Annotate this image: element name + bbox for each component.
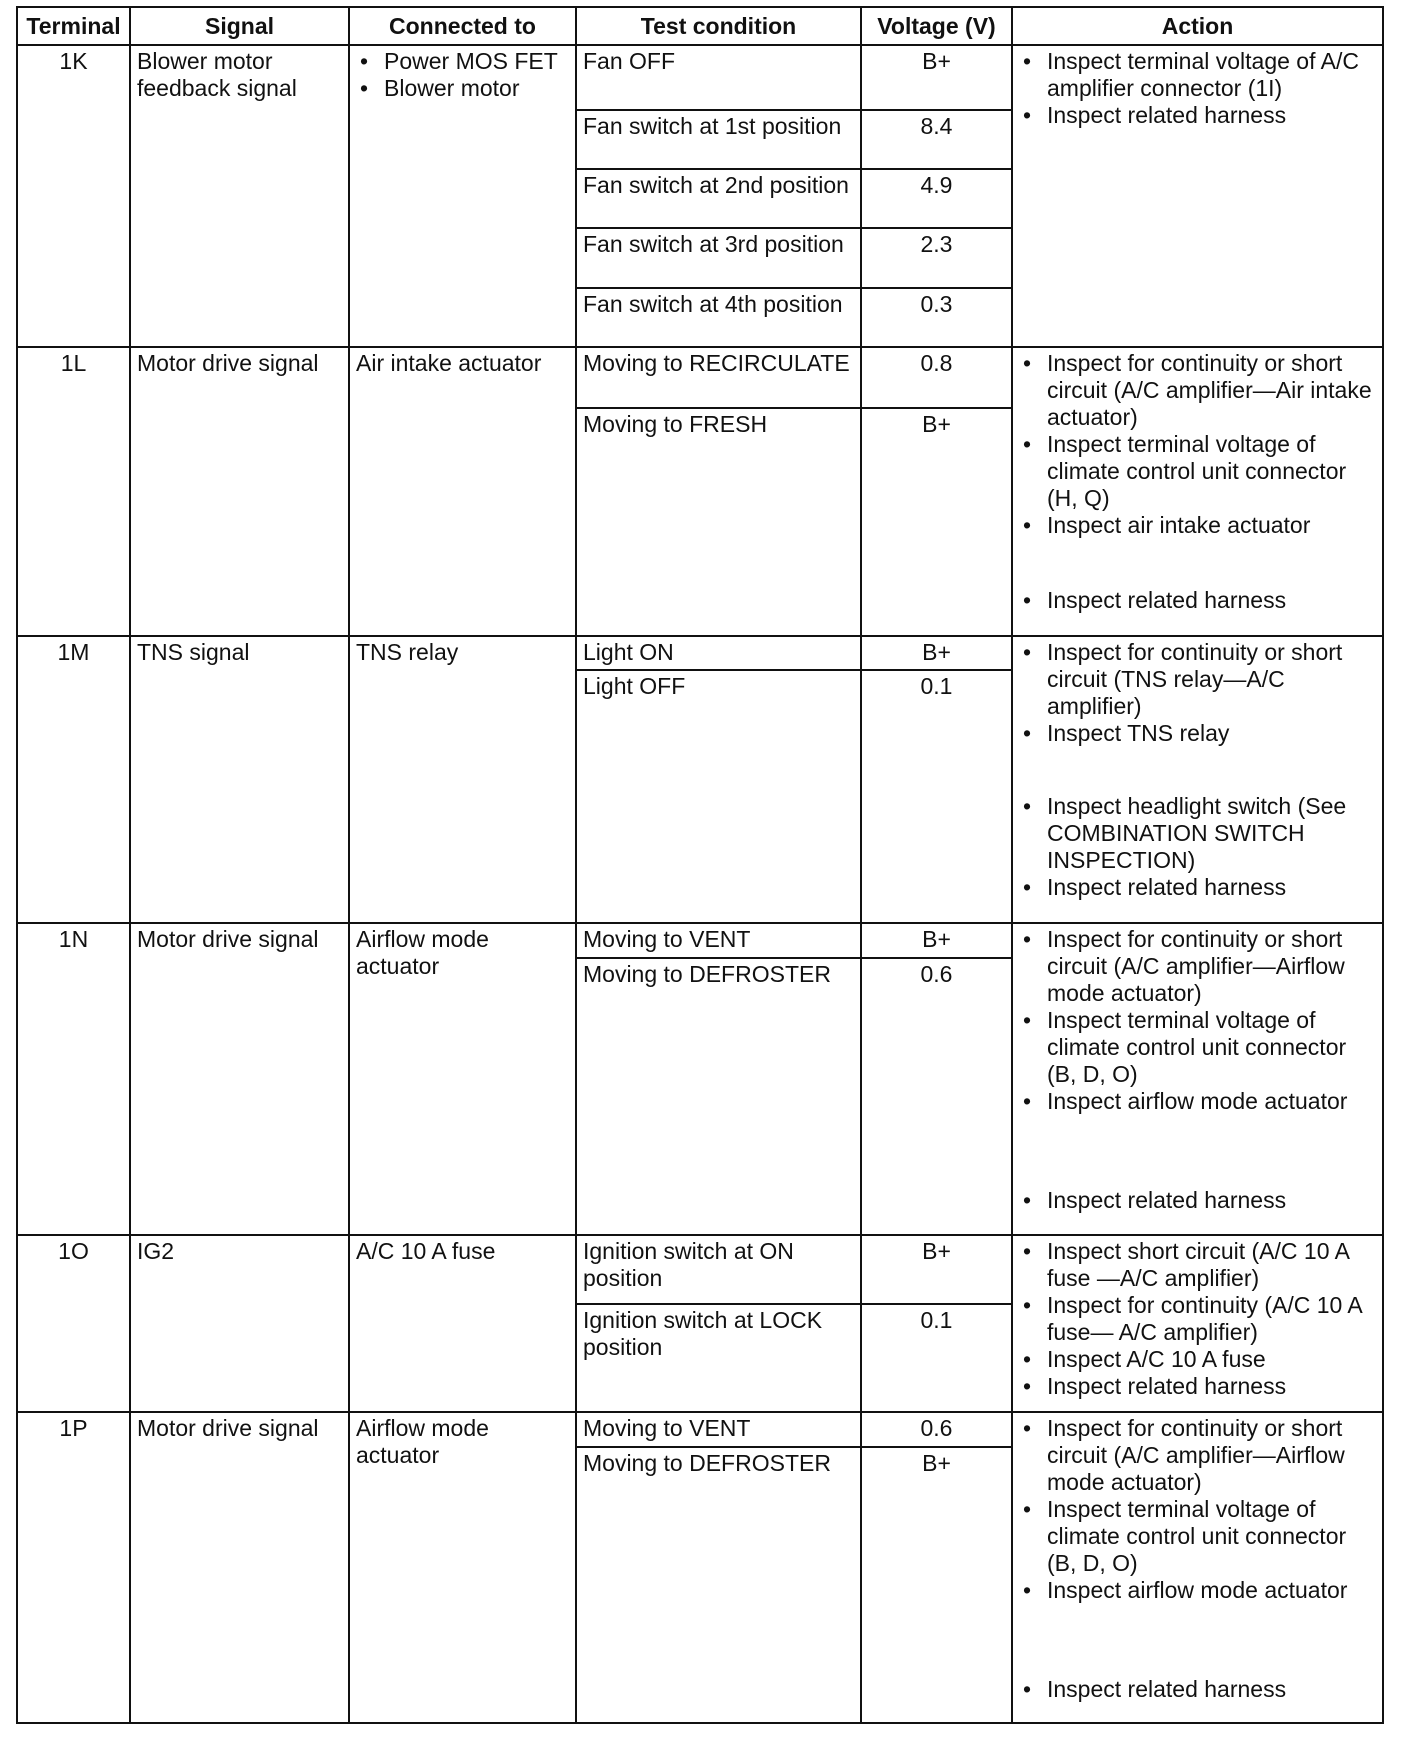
action-item: • Inspect for continuity or short circuit (A/C amplifier—Airflow mode actuator)	[1047, 926, 1376, 1007]
action-cell	[1012, 923, 1383, 1234]
connected-cell: Airflow mode actuator	[349, 1412, 576, 1723]
table-row	[17, 636, 1383, 671]
voltage-cell: B+	[861, 1447, 1012, 1724]
action-item: • Inspect related harness	[1047, 1187, 1376, 1214]
connected-cell: A/C 10 A fuse	[349, 1235, 576, 1412]
action-item: • Inspect TNS relay	[1047, 720, 1376, 747]
condition-cell: Fan switch at 1st position	[576, 110, 861, 169]
action-item: • Inspect headlight switch (See COMBINATION SWITCH INSPECTION)	[1047, 793, 1376, 874]
voltage-cell: 0.6	[861, 1412, 1012, 1447]
voltage-cell: 0.8	[861, 347, 1012, 408]
condition-cell: Ignition switch at LOCK position	[576, 1304, 861, 1412]
action-item: • Inspect related harness	[1047, 1373, 1376, 1400]
action-cell	[1012, 636, 1383, 924]
signal-cell: Blower motor feedback signal	[130, 45, 349, 347]
voltage-cell: 0.3	[861, 288, 1012, 347]
voltage-cell: 2.3	[861, 228, 1012, 287]
action-item: • Inspect related harness	[1047, 874, 1376, 901]
header-connected-to: Connected to	[349, 7, 576, 45]
table-row	[17, 45, 1383, 110]
terminal-cell: 1M	[17, 636, 130, 924]
signal-cell: TNS signal	[130, 636, 349, 924]
condition-cell: Fan switch at 3rd position	[576, 228, 861, 287]
action-item: • Inspect for continuity (A/C 10 A fuse— A/C amplifier)	[1047, 1292, 1376, 1346]
voltage-cell: B+	[861, 636, 1012, 671]
header-terminal: Terminal	[17, 7, 130, 45]
action-item: • Inspect airflow mode actuator	[1047, 1577, 1376, 1604]
voltage-cell: B+	[861, 923, 1012, 958]
action-item: • Inspect airflow mode actuator	[1047, 1088, 1376, 1115]
header-test-condition: Test condition	[576, 7, 861, 45]
action-cell	[1012, 1412, 1383, 1723]
action-item: • Inspect for continuity or short circuit (A/C amplifier—Air intake actuator)	[1047, 350, 1376, 431]
action-item: • Inspect air intake actuator	[1047, 512, 1376, 539]
action-cell	[1012, 1235, 1383, 1412]
terminal-cell: 1L	[17, 347, 130, 636]
voltage-cell: 8.4	[861, 110, 1012, 169]
condition-cell: Moving to RECIRCULATE	[576, 347, 861, 408]
table-row	[17, 347, 1383, 408]
connected-cell	[349, 45, 576, 347]
action-item: • Inspect for continuity or short circuit (TNS relay—A/C amplifier)	[1047, 639, 1376, 720]
connected-cell: Air intake actuator	[349, 347, 576, 636]
connected-cell: Airflow mode actuator	[349, 923, 576, 1234]
action-cell	[1012, 45, 1383, 347]
table-row	[17, 1235, 1383, 1304]
condition-cell: Moving to VENT	[576, 923, 861, 958]
condition-cell: Fan switch at 4th position	[576, 288, 861, 347]
terminal-cell: 1K	[17, 45, 130, 347]
table-row	[17, 923, 1383, 958]
table-row	[17, 1412, 1383, 1447]
header-action: Action	[1012, 7, 1383, 45]
voltage-cell: 0.1	[861, 670, 1012, 923]
connected-cell: TNS relay	[349, 636, 576, 924]
action-item: • Inspect short circuit (A/C 10 A fuse —A/C amplifier)	[1047, 1238, 1376, 1292]
condition-cell: Light ON	[576, 636, 861, 671]
condition-cell: Moving to FRESH	[576, 408, 861, 636]
terminal-cell: 1P	[17, 1412, 130, 1723]
connected-item: • Blower motor	[384, 75, 569, 102]
action-item: • Inspect related harness	[1047, 102, 1376, 129]
action-item: • Inspect terminal voltage of climate control unit connector (B, D, O)	[1047, 1496, 1376, 1577]
condition-cell: Moving to DEFROSTER	[576, 1447, 861, 1724]
terminal-cell: 1O	[17, 1235, 130, 1412]
voltage-cell: B+	[861, 408, 1012, 636]
voltage-cell: B+	[861, 45, 1012, 110]
condition-cell: Moving to DEFROSTER	[576, 958, 861, 1234]
header-voltage: Voltage (V)	[861, 7, 1012, 45]
signal-cell: Motor drive signal	[130, 923, 349, 1234]
terminal-inspection-table	[16, 6, 1384, 1724]
action-item: • Inspect terminal voltage of climate control unit connector (H, Q)	[1047, 431, 1376, 512]
voltage-cell: B+	[861, 1235, 1012, 1304]
action-item: • Inspect A/C 10 A fuse	[1047, 1346, 1376, 1373]
action-cell	[1012, 347, 1383, 636]
action-item: • Inspect terminal voltage of climate control unit connector (B, D, O)	[1047, 1007, 1376, 1088]
action-item: • Inspect for continuity or short circuit (A/C amplifier—Airflow mode actuator)	[1047, 1415, 1376, 1496]
voltage-cell: 0.6	[861, 958, 1012, 1234]
condition-cell: Fan OFF	[576, 45, 861, 110]
condition-cell: Light OFF	[576, 670, 861, 923]
connected-item: • Power MOS FET	[384, 48, 569, 75]
header-signal: Signal	[130, 7, 349, 45]
action-item: • Inspect related harness	[1047, 1676, 1376, 1703]
header-row	[17, 7, 1383, 45]
action-item: • Inspect terminal voltage of A/C amplifier connector (1I)	[1047, 48, 1376, 102]
signal-cell: IG2	[130, 1235, 349, 1412]
action-item: • Inspect related harness	[1047, 587, 1376, 614]
condition-cell: Fan switch at 2nd position	[576, 169, 861, 228]
terminal-cell: 1N	[17, 923, 130, 1234]
condition-cell: Moving to VENT	[576, 1412, 861, 1447]
voltage-cell: 0.1	[861, 1304, 1012, 1412]
signal-cell: Motor drive signal	[130, 1412, 349, 1723]
condition-cell: Ignition switch at ON position	[576, 1235, 861, 1304]
signal-cell: Motor drive signal	[130, 347, 349, 636]
voltage-cell: 4.9	[861, 169, 1012, 228]
